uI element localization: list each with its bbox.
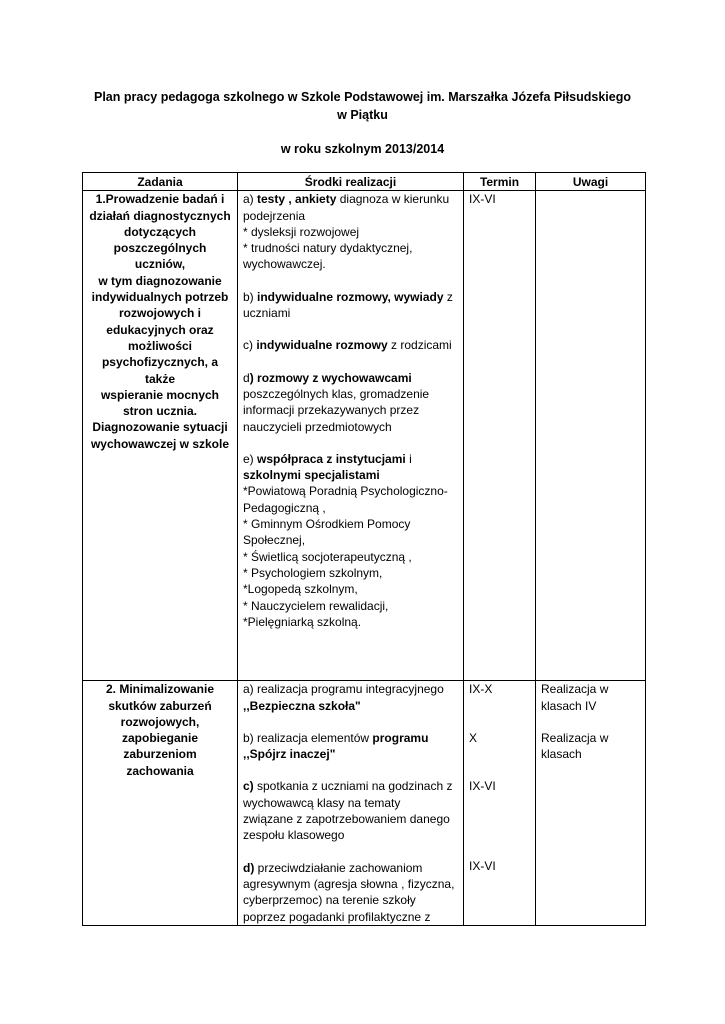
term-cell-1: IX-VI [464, 191, 536, 681]
item-c: c) indywidualne rozmowy z rodzicami [243, 338, 452, 353]
term-cell-2: IX-X X IX-VI IX-VI [464, 681, 536, 926]
document-title-line2: w Piątku [337, 108, 388, 122]
item-b: b) indywidualne rozmowy, wywiady z [243, 289, 453, 304]
header-termin: Termin [464, 173, 536, 191]
notes-cell-1 [536, 191, 646, 681]
notes-cell-2: Realizacja w klasach IV Realizacja w klasach [536, 681, 646, 926]
item-a: a) testy , ankiety diagnoza w kierunku [243, 192, 450, 207]
task-cell-2: 2. Minimalizowanie skutków zaburzeń rozwojowych, zapobieganie zaburzeniom zachowania [83, 681, 238, 926]
item-d: d) rozmowy z wychowawcami [243, 370, 412, 385]
header-zadania: Zadania [83, 173, 238, 191]
plan-table [82, 172, 646, 926]
item-e: e) współpraca z instytucjami i [243, 451, 412, 466]
header-uwagi: Uwagi [536, 173, 646, 191]
header-srodki-realizacji: Środki realizacji [238, 173, 464, 191]
task-cell-1: 1.Prowadzenie badań i działań diagnostycznych dotyczących poszczególnych uczniów, w tym diagnozowanie indywidualnych potrzeb rozwojowych i edukacyjnych oraz możliwości psychofizycznych, a także wspieranie mocnych stron ucznia. Diagnozowanie sytuacji wychowawczej w szkole [83, 191, 238, 681]
school-year-heading: w roku szkolnym 2013/2014 [280, 142, 445, 156]
table-header-row [83, 173, 646, 191]
document-title: Plan pracy pedagoga szkolnego w Szkole Podstawowej im. Marszałka Józefa Piłsudskiego [94, 90, 631, 104]
means-cell-2: a) realizacja programu integracyjnego ,,Bezpieczna szkoła" b) realizacja elementów programu ,,Spójrz inaczej" c) spotkania z uczniami na godzinach z wychowawcą klasy na tematy związane z zapotrzebowaniem danego zespołu klasowego d) przeciwdziałanie zachowaniom agresywnym (agresja słowna , fizyczna, cyberprzemoc) na terenie szkoły poprzez pogadanki profilaktyczne z [238, 681, 464, 926]
table-row [83, 681, 646, 926]
means-cell-1: a) testy , ankiety diagnoza w kierunku podejrzenia * dysleksji rozwojowej * trudności natury dydaktycznej, wychowawczej. b) indywidualne rozmowy, wywiady z uczniami c) indywidualne rozmowy z rodzicami d) rozmowy z wychowawcami poszczególnych klas, gromadzenie informacji przekazywanych przez nauczycieli przedmiotowych e) współpraca z instytucjami i szkolnymi specjalistami *Powiatową Poradnią Psychologiczno- Pedagogiczną , * Gminnym Ośrodkiem Pomocy Społecznej, * Świetlicą socjoterapeutyczną , * Psychologiem szkolnym, *Logopedą szkolnym, * Nauczycielem rewalidacji, *Pielęgniarką szkolną. [238, 191, 464, 681]
table-row [83, 191, 646, 681]
